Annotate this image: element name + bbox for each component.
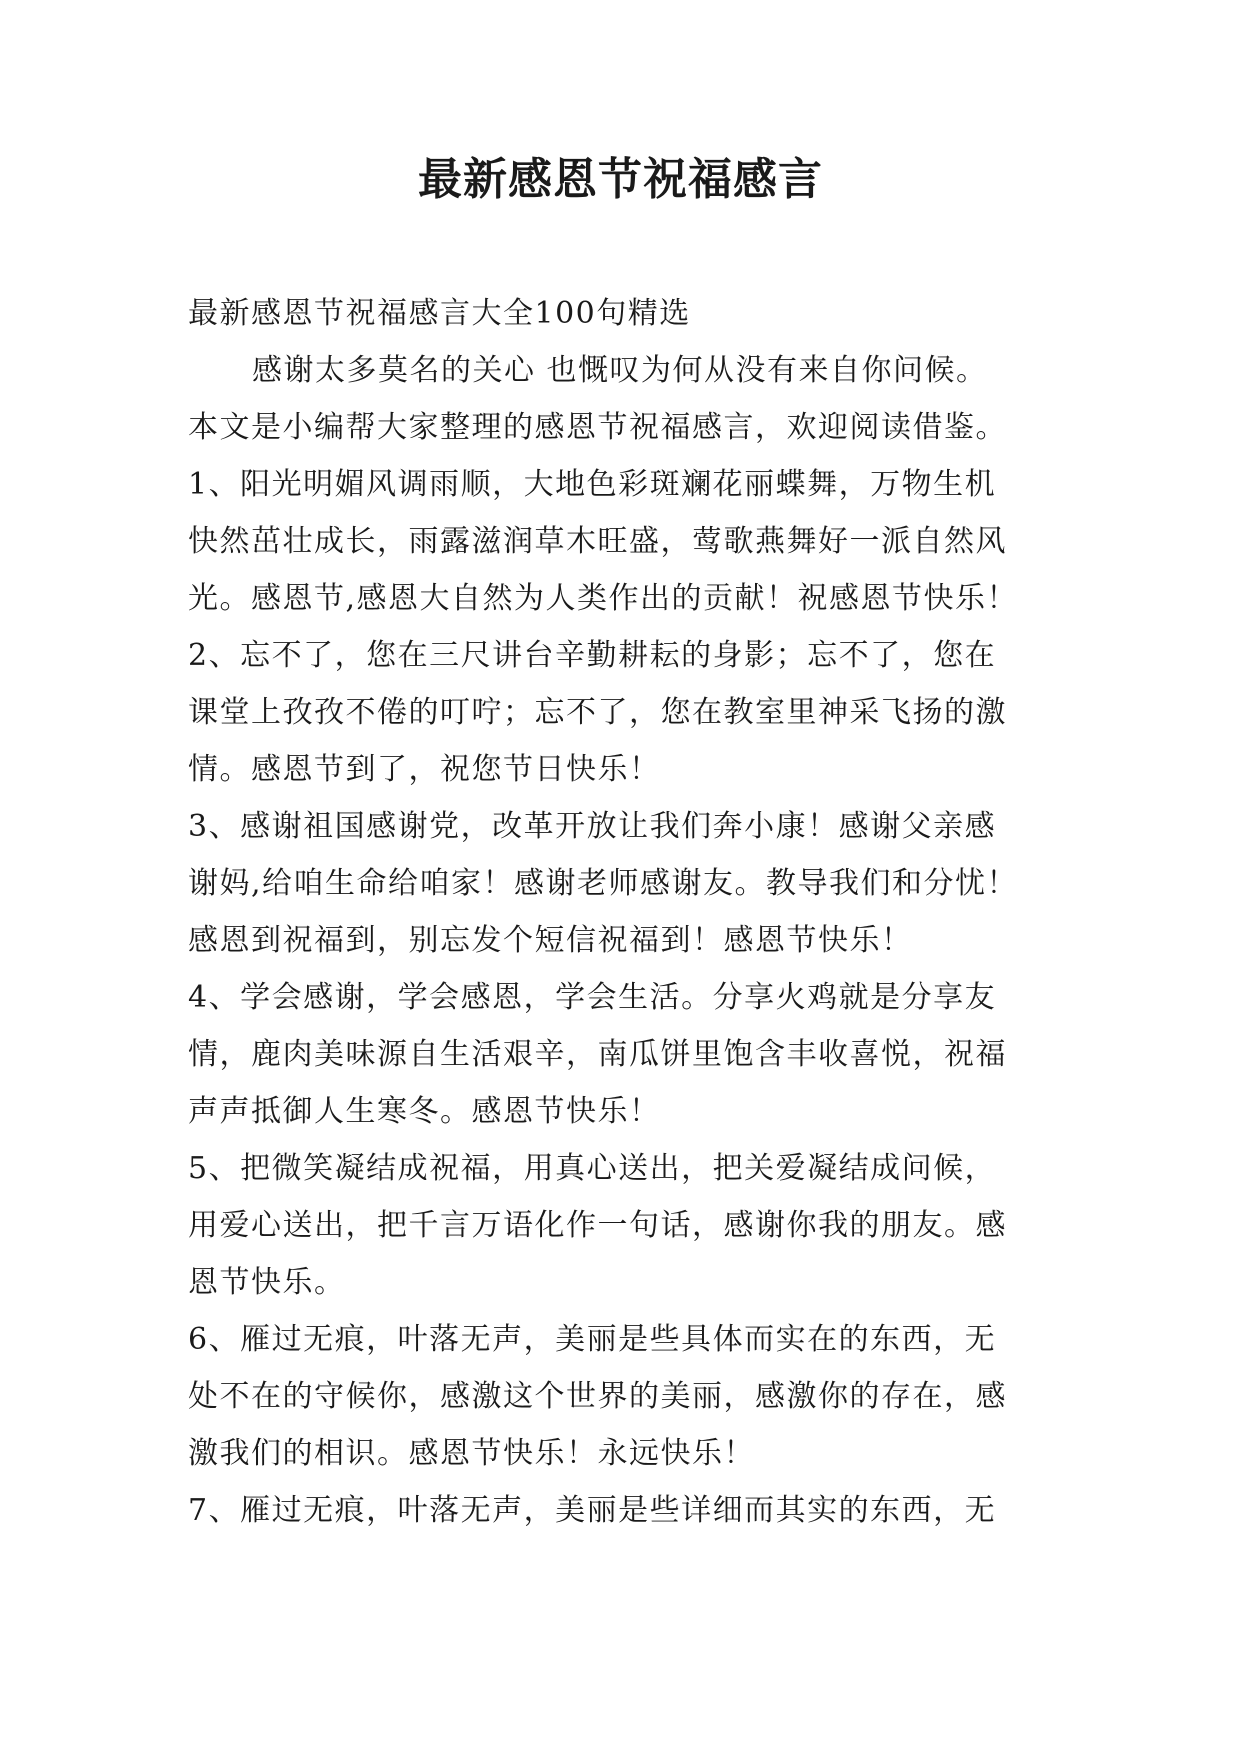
paragraph-line: 情，鹿肉美味源自生活艰辛，南瓜饼里饱含丰收喜悦，祝福 bbox=[188, 1037, 1007, 1072]
paragraph-line: 4、学会感谢，学会感恩，学会生活。分享火鸡就是分享友 bbox=[188, 980, 997, 1015]
paragraph-line: 恩节快乐。 bbox=[188, 1265, 346, 1300]
paragraph-line: 激我们的相识。感恩节快乐！永远快乐！ bbox=[188, 1436, 755, 1471]
paragraph-line: 本文是小编帮大家整理的感恩节祝福感言，欢迎阅读借鉴。 bbox=[188, 410, 1007, 445]
subtitle-line: 最新感恩节祝福感言大全100句精选 bbox=[188, 296, 691, 331]
paragraph-line: 感谢太多莫名的关心 也慨叹为何从没有来自你问候。 bbox=[252, 353, 988, 388]
paragraph-line: 光。感恩节,感恩大自然为人类作出的贡献！祝感恩节快乐！ bbox=[188, 581, 1019, 616]
paragraph-line: 7、雁过无痕，叶落无声，美丽是些详细而其实的东西，无 bbox=[188, 1493, 997, 1528]
paragraph-line: 5、把微笑凝结成祝福，用真心送出，把关爱凝结成问候， bbox=[188, 1151, 997, 1186]
paragraph-line: 2、忘不了，您在三尺讲台辛勤耕耘的身影；忘不了，您在 bbox=[188, 638, 997, 673]
paragraph-line: 处不在的守候你，感激这个世界的美丽，感激你的存在，感 bbox=[188, 1379, 1007, 1414]
paragraph-line: 1、阳光明媚风调雨顺，大地色彩斑斓花丽蝶舞，万物生机 bbox=[188, 467, 997, 502]
paragraph-line: 快然茁壮成长，雨露滋润草木旺盛，莺歌燕舞好一派自然风 bbox=[188, 524, 1007, 559]
paragraph-line: 用爱心送出，把千言万语化作一句话，感谢你我的朋友。感 bbox=[188, 1208, 1007, 1243]
paragraph-line: 谢妈,给咱生命给咱家！感谢老师感谢友。教导我们和分忧！ bbox=[188, 866, 1019, 901]
paragraph-line: 6、雁过无痕，叶落无声，美丽是些具体而实在的东西，无 bbox=[188, 1322, 997, 1357]
paragraph-line: 声声抵御人生寒冬。感恩节快乐！ bbox=[188, 1094, 661, 1129]
document-title: 最新感恩节祝福感言 bbox=[418, 154, 823, 205]
paragraph-line: 感恩到祝福到，别忘发个短信祝福到！感恩节快乐！ bbox=[188, 923, 913, 958]
document-body bbox=[188, 285, 1068, 1539]
paragraph-line: 情。感恩节到了，祝您节日快乐！ bbox=[188, 752, 661, 787]
paragraph-line: 课堂上孜孜不倦的叮咛；忘不了，您在教室里神采飞扬的激 bbox=[188, 695, 1007, 730]
paragraph-line: 3、感谢祖国感谢党，改革开放让我们奔小康！感谢父亲感 bbox=[188, 809, 997, 844]
